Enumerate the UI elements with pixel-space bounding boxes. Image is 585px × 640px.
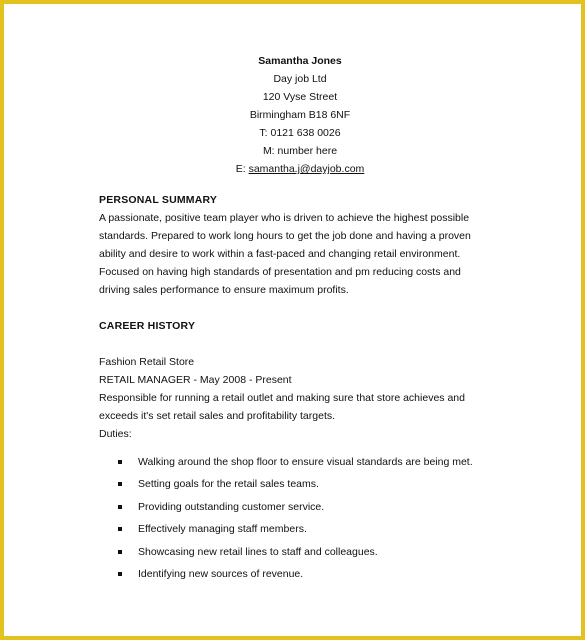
- bullet-icon: [118, 550, 122, 554]
- summary-line: standards. Prepared to work long hours to get the job done and having a proven: [99, 230, 471, 242]
- email-line: [0, 160, 585, 178]
- list-item: [99, 541, 499, 563]
- duty-text: Setting goals for the retail sales teams.: [138, 478, 319, 491]
- duty-text: Identifying new sources of revenue.: [138, 568, 304, 581]
- responsibility-line: Responsible for running a retail outlet and making sure that store achieves and: [99, 392, 465, 404]
- personal-summary-heading: PERSONAL SUMMARY: [99, 194, 218, 206]
- list-item: [99, 473, 499, 495]
- personal-summary-text: [99, 209, 499, 299]
- list-item: [99, 496, 499, 518]
- list-item: [99, 518, 499, 540]
- duty-text: Effectively managing staff members.: [138, 523, 307, 536]
- responsibility-line: exceeds it's set retail sales and profitability targets.: [99, 410, 336, 422]
- summary-line: driving sales performance to ensure maximum profits.: [99, 284, 349, 296]
- summary-line: Focused on having high standards of presentation and pm reducing costs and: [99, 266, 461, 278]
- mobile: M: number here: [262, 145, 338, 157]
- employer-name: Fashion Retail Store: [99, 356, 195, 368]
- duty-text: Providing outstanding customer service.: [138, 500, 325, 513]
- street-address: 120 Vyse Street: [262, 91, 338, 103]
- summary-line: ability and desire to work within a fast-paced and changing retail environment.: [99, 248, 461, 260]
- contact-header: [0, 52, 585, 178]
- bullet-icon: [118, 482, 122, 486]
- resume-body: [99, 191, 499, 585]
- job-role: RETAIL MANAGER - May 2008 - Present: [99, 374, 292, 386]
- duty-text: Walking around the shop floor to ensure visual standards are being met.: [138, 456, 473, 468]
- bullet-icon: [118, 460, 122, 464]
- list-item: [99, 451, 499, 473]
- bullet-icon: [118, 572, 122, 576]
- list-item: [99, 563, 499, 585]
- bullet-icon: [118, 527, 122, 531]
- telephone: T: 0121 638 0026: [259, 127, 341, 139]
- duties-list: [99, 451, 499, 585]
- email-prefix: E:: [235, 163, 249, 175]
- company-name: Day job Ltd: [273, 73, 327, 85]
- career-history-heading: CAREER HISTORY: [99, 320, 196, 332]
- duties-label: Duties:: [99, 428, 132, 440]
- email-link[interactable]: samantha.j@dayjob.com: [248, 163, 365, 175]
- city-postcode: Birmingham B18 6NF: [249, 109, 351, 121]
- applicant-name: Samantha Jones: [258, 55, 342, 67]
- duty-text: Showcasing new retail lines to staff and colleagues.: [138, 545, 378, 558]
- summary-line: A passionate, positive team player who is driven to achieve the highest possible: [99, 212, 470, 224]
- bullet-icon: [118, 505, 122, 509]
